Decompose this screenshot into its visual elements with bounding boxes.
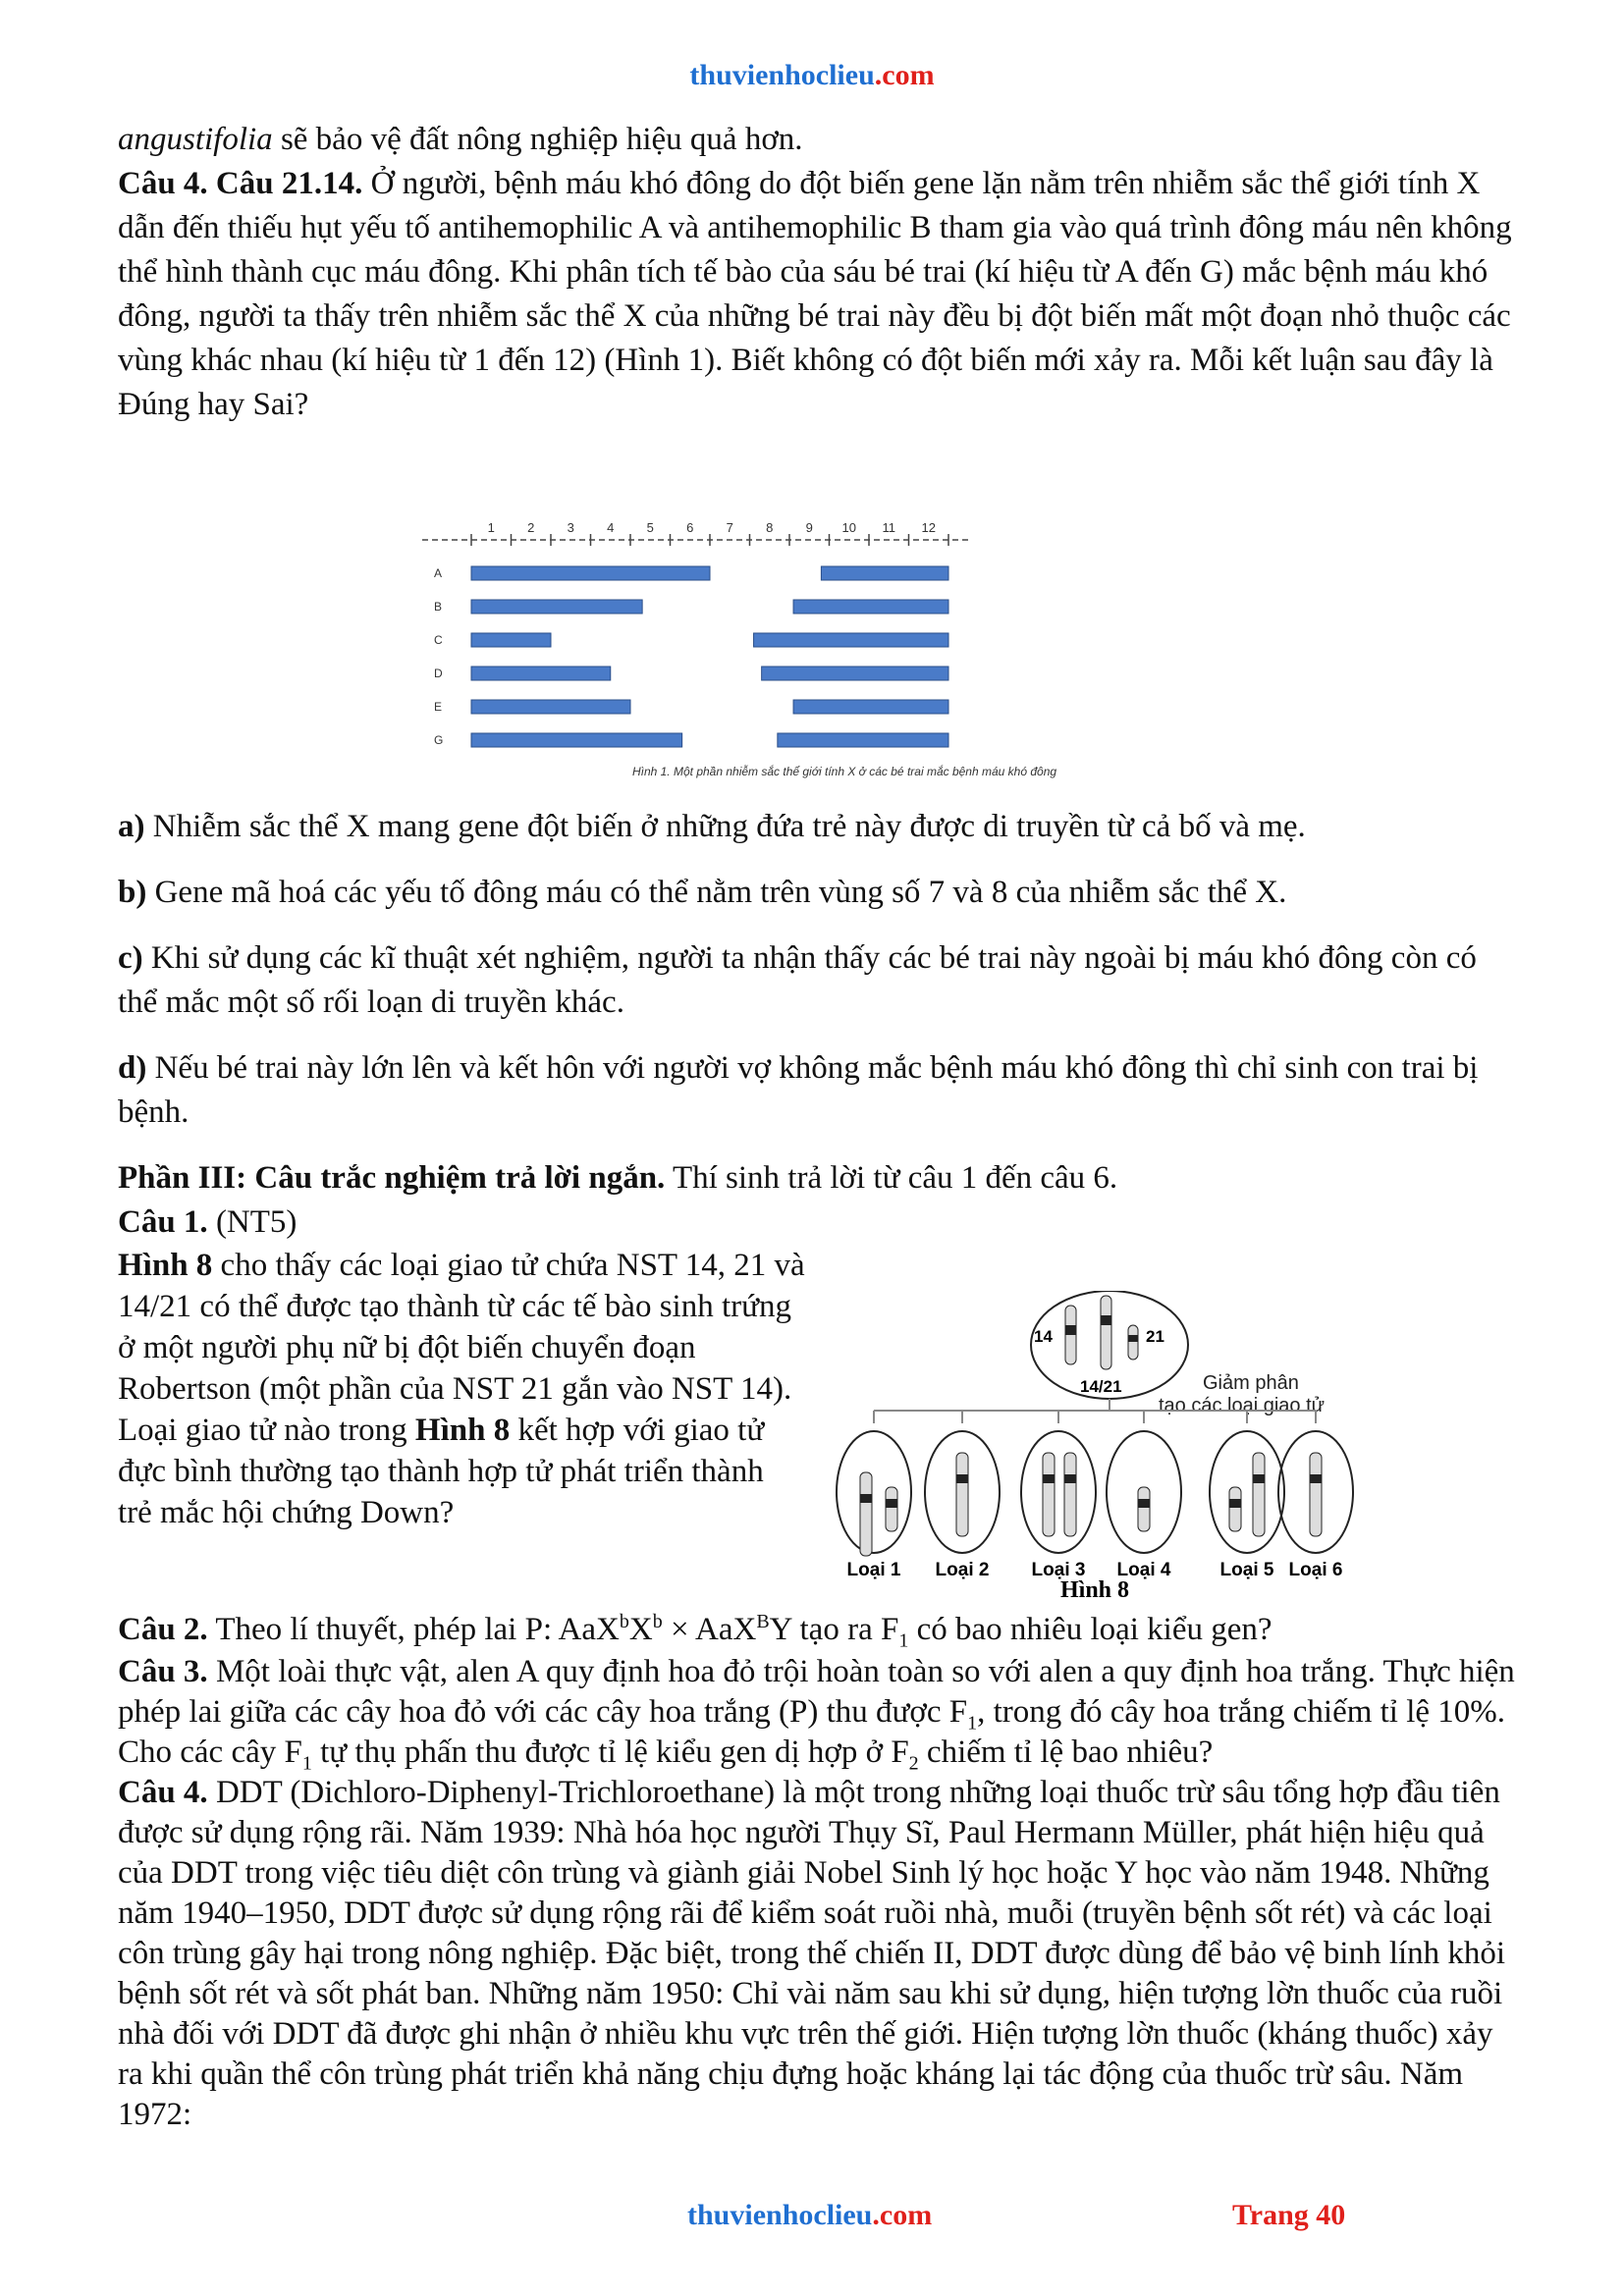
gamete-chromosome xyxy=(1043,1453,1055,1536)
cau-2-sub-1: 1 xyxy=(898,1629,909,1652)
header-site-name: thuvienhoclieu xyxy=(689,59,875,91)
cau-1-figref-2: Hình 8 xyxy=(414,1413,511,1448)
page-number: Trang 40 xyxy=(1232,2199,1346,2231)
cau-3-label: Câu 3. xyxy=(118,1654,208,1689)
figure-1-tick-label: 3 xyxy=(567,520,574,535)
cau-1-text xyxy=(118,1245,805,1533)
part-3-rest: Thí sinh trả lời từ câu 1 đến câu 6. xyxy=(665,1160,1118,1196)
statement-a-label: a) xyxy=(118,809,145,844)
cau-4-text: DDT (Dichloro-Diphenyl-Trichloroethane) là một trong những loại thuốc trừ sâu tổng hợp đầu tiên được sử dụng rộng rãi. Năm 1939: Nhà hóa học người Thụy Sĩ, Paul Hermann Müller, phát hiện hiệu quả của DDT trong việc tiêu diệt côn trùng và giành giải Nobel Sinh lý học hoặc Y học vào năm 1948. Những năm 1940–1950, DDT được sử dụng rộng rãi để kiểm soát ruồi nhà, muỗi (truyền bệnh sốt rét) và các loại côn trùng gây hại trong nông nghiệp. Đặc biệt, trong thế chiến II, DDT được dùng để bảo vệ binh lính khỏi bệnh sốt rét và sốt phát ban. Những năm 1950: Chỉ vài năm sau khi sử dụng, hiện tượng lờn thuốc của ruồi nhà đối với DDT đã được ghi nhận ở nhiều khu vực trên thế giới. Hiện tượng lờn thuốc (kháng thuốc) xảy ra khi quần thể côn trùng phát triển khả năng chịu đựng hoặc kháng lại tác động của thuốc trừ sâu. Năm 1972: xyxy=(118,1775,1506,2132)
intro-line xyxy=(118,118,1522,162)
process-line-2: tạo các loại giao tử xyxy=(1159,1395,1326,1416)
cau-2-sup-2: b xyxy=(652,1611,663,1632)
figure-1-row-label: D xyxy=(434,667,443,680)
gamete-label: Loại 5 xyxy=(1219,1560,1274,1580)
gamete-label: Loại 2 xyxy=(935,1560,990,1580)
cau-3-sub-3: 2 xyxy=(908,1752,919,1775)
chr1421-label: 14/21 xyxy=(1080,1377,1122,1396)
gamete-centromere xyxy=(1043,1474,1055,1483)
figure-1-bar-left xyxy=(471,633,551,647)
statement-d-text: Nếu bé trai này lớn lên và kết hôn với người vợ không mắc bệnh máu khó đông thì chỉ sinh con trai bị bệnh. xyxy=(118,1050,1479,1130)
gamete-chromosome xyxy=(860,1472,872,1556)
questions-2-4 xyxy=(118,1608,1522,2135)
cau-2-label: Câu 2. xyxy=(118,1612,208,1647)
figure-1-tick-label: 4 xyxy=(607,520,615,535)
chr1421-shape xyxy=(1101,1296,1111,1369)
gamete-chromosome xyxy=(1229,1487,1241,1531)
gamete-chromosome xyxy=(886,1487,897,1531)
figure-1-bar-left xyxy=(471,600,642,614)
gamete-cell xyxy=(1021,1431,1096,1553)
gamete-chromosome xyxy=(1253,1453,1265,1536)
figure-1-chart xyxy=(422,510,1208,785)
figure-1-tick-label: 6 xyxy=(686,520,694,535)
cau-3-sub-1: 1 xyxy=(967,1712,978,1735)
gamete-chromosome xyxy=(956,1453,968,1536)
figure-1-tick-label: 5 xyxy=(646,520,654,535)
gamete-centromere xyxy=(1253,1474,1265,1483)
main-content xyxy=(118,118,1522,427)
figure-1-row-label: B xyxy=(434,600,443,614)
process-line-1: Giảm phân xyxy=(1203,1372,1299,1394)
figure-1-bar-left xyxy=(471,700,630,714)
cau-2-text-post: có bao nhiêu loại kiểu gen? xyxy=(908,1612,1272,1647)
figure-1-bar-right xyxy=(793,600,948,614)
figure-1-row-label: C xyxy=(434,633,443,647)
cau-2-text-m3: Y tạo ra F xyxy=(769,1612,899,1647)
cau-2-text-m2: × AaX xyxy=(662,1612,757,1647)
figure-1-axis xyxy=(422,520,972,546)
statement-c-label: c) xyxy=(118,940,143,976)
figure-1-bar-left xyxy=(471,566,710,580)
intro-rest: sẽ bảo vệ đất nông nghiệp hiệu quả hơn. xyxy=(272,122,803,157)
figure-1-tick-label: 8 xyxy=(766,520,774,535)
chr21-label: 21 xyxy=(1146,1327,1164,1346)
figure-1-row-label: E xyxy=(434,700,443,714)
gamete-label: Loại 6 xyxy=(1288,1560,1343,1580)
part-3-title: Phần III: Câu trắc nghiệm trả lời ngắn. xyxy=(118,1160,666,1196)
gamete-cell xyxy=(837,1431,911,1553)
statement-a-text: Nhiễm sắc thể X mang gene đột biến ở những đứa trẻ này được di truyền từ cả bố và mẹ. xyxy=(144,809,1306,844)
figure-1-tick-label: 7 xyxy=(726,520,733,535)
gamete-centromere xyxy=(956,1474,968,1483)
gamete-label: Loại 1 xyxy=(846,1560,901,1580)
gamete-centromere xyxy=(1138,1499,1150,1508)
gamete-chromosome xyxy=(1138,1487,1150,1531)
figure-1-bar-right xyxy=(793,700,948,714)
figure-1-bar-right xyxy=(762,667,948,680)
statement-c-text: Khi sử dụng các kĩ thuật xét nghiệm, người ta nhận thấy các bé trai này ngoài bị máu khó đông còn có thể mắc một số rối loạn di truyền khác. xyxy=(118,940,1477,1020)
footer-site xyxy=(687,2199,932,2232)
site-header xyxy=(0,59,1624,92)
statement-d-label: d) xyxy=(118,1050,147,1086)
question-4 xyxy=(118,162,1522,427)
cau-2 xyxy=(118,1608,1522,1652)
cau-3-text-2: , trong đó cây hoa trắng chiếm tỉ lệ 10%. Cho các cây F xyxy=(118,1694,1506,1770)
cau-3-sub-2: 1 xyxy=(301,1752,312,1775)
figure-1-tick-label: 2 xyxy=(527,520,535,535)
cau-4 xyxy=(118,1773,1522,2135)
figure-1-bars xyxy=(434,566,948,747)
statement-b xyxy=(118,871,1522,915)
cau-4-label: Câu 4. xyxy=(118,1775,208,1810)
cau-2-text-m1: X xyxy=(628,1612,653,1647)
cau-1-code: (NT5) xyxy=(207,1204,298,1240)
statement-b-label: b) xyxy=(118,875,147,910)
header-site-tld: .com xyxy=(874,59,935,91)
figure-8-diagram xyxy=(820,1291,1409,1605)
intro-italic: angustifolia xyxy=(118,122,273,157)
cau-1-text-2: kết hợp với giao tử đực bình thường tạo thành hợp tử phát triển thành trẻ mắc hội chứng Down? xyxy=(118,1413,765,1530)
cau-3 xyxy=(118,1652,1522,1773)
footer-site-name: thuvienhoclieu xyxy=(687,2199,873,2231)
chr1421-centromere xyxy=(1101,1315,1111,1325)
figure-1-bar-right xyxy=(778,733,948,747)
question-4-label: Câu 4. Câu 21.14. xyxy=(118,166,363,201)
gamete-centromere xyxy=(886,1499,897,1508)
cau-3-text-4: chiếm tỉ lệ bao nhiêu? xyxy=(918,1735,1214,1770)
cau-2-sup-3: B xyxy=(756,1611,770,1632)
gamete-centromere xyxy=(1310,1474,1322,1483)
gamete-cell xyxy=(1210,1431,1284,1553)
part-3-heading xyxy=(118,1156,1522,1201)
gamete-centromere xyxy=(1229,1499,1241,1508)
cau-2-sup-1: b xyxy=(619,1611,629,1632)
chr14-centromere xyxy=(1065,1325,1076,1335)
cau-1-label: Câu 1. xyxy=(118,1204,208,1240)
cau-3-text-1: Một loài thực vật, alen A quy định hoa đỏ trội hoàn toàn so với alen a quy định hoa trắng. Thực hiện phép lai giữa các cây hoa đỏ với các cây hoa trắng (P) thu được F xyxy=(118,1654,1515,1730)
figure-8-caption: Hình 8 xyxy=(1059,1577,1130,1603)
figure-1-bar-right xyxy=(821,566,948,580)
statement-c xyxy=(118,936,1522,1025)
cau-2-text-pre: Theo lí thuyết, phép lai P: AaX xyxy=(207,1612,620,1647)
figure-1-tick-label: 10 xyxy=(841,520,856,535)
figure-1-row-label: G xyxy=(434,733,444,747)
statement-d xyxy=(118,1046,1522,1135)
gametes-group xyxy=(837,1431,1353,1580)
figure-1-row-label: A xyxy=(434,566,443,580)
footer-site-tld: .com xyxy=(872,2199,933,2231)
figure-1-tick-label: 9 xyxy=(805,520,813,535)
figure-1-bar-right xyxy=(754,633,948,647)
gamete-label: Loại 4 xyxy=(1116,1560,1171,1580)
cau-1-figref-1: Hình 8 xyxy=(118,1248,213,1283)
cau-1-text-1: cho thấy các loại giao tử chứa NST 14, 21 và 14/21 có thể được tạo thành từ các tế bào sinh trứng ở một người phụ nữ bị đột biến chuyển đoạn Robertson (một phần của NST 21 gắn vào NST 14). Loại giao tử nào trong xyxy=(118,1248,805,1448)
figure-1-caption: Hình 1. Một phần nhiễm sắc thể giới tính X ở các bé trai mắc bệnh máu khó đông xyxy=(631,765,1057,778)
figure-1-tick-label: 1 xyxy=(487,520,495,535)
chr21-shape xyxy=(1128,1325,1138,1360)
statement-a xyxy=(118,805,1522,849)
cau-1-heading xyxy=(118,1201,1522,1245)
gamete-centromere xyxy=(860,1494,872,1503)
figure-1-bar-left xyxy=(471,667,611,680)
gamete-centromere xyxy=(1064,1474,1076,1483)
chr21-centromere xyxy=(1128,1335,1138,1342)
statement-b-text: Gene mã hoá các yếu tố đông máu có thể nằm trên vùng số 7 và 8 của nhiễm sắc thể X. xyxy=(146,875,1287,910)
gamete-label: Loại 3 xyxy=(1031,1560,1086,1580)
figure-1-tick-label: 11 xyxy=(882,520,895,535)
question-4-text: Ở người, bệnh máu khó đông do đột biến gene lặn nằm trên nhiễm sắc thể giới tính X dẫn đến thiếu hụt yếu tố antihemophilic A và antihemophilic B tham gia vào quá trình đông máu nên không thể hình thành cục máu đông. Khi phân tích tế bào của sáu bé trai (kí hiệu từ A đến G) mắc bệnh máu khó đông, người ta thấy trên nhiễm sắc thể X của những bé trai này đều bị đột biến mất một đoạn nhỏ thuộc các vùng khác nhau (kí hiệu từ 1 đến 12) (Hình 1). Biết không có đột biến mới xảy ra. Mỗi kết luận sau đây là Đúng hay Sai? xyxy=(118,166,1512,422)
figure-1-bar-left xyxy=(471,733,682,747)
gamete-chromosome xyxy=(1064,1453,1076,1536)
figure-1-tick-label: 12 xyxy=(921,520,936,535)
cau-3-text-3: tự thụ phấn thu được tỉ lệ kiểu gen dị hợp ở F xyxy=(311,1735,909,1770)
chr14-label: 14 xyxy=(1034,1327,1053,1346)
gamete-chromosome xyxy=(1310,1453,1322,1536)
